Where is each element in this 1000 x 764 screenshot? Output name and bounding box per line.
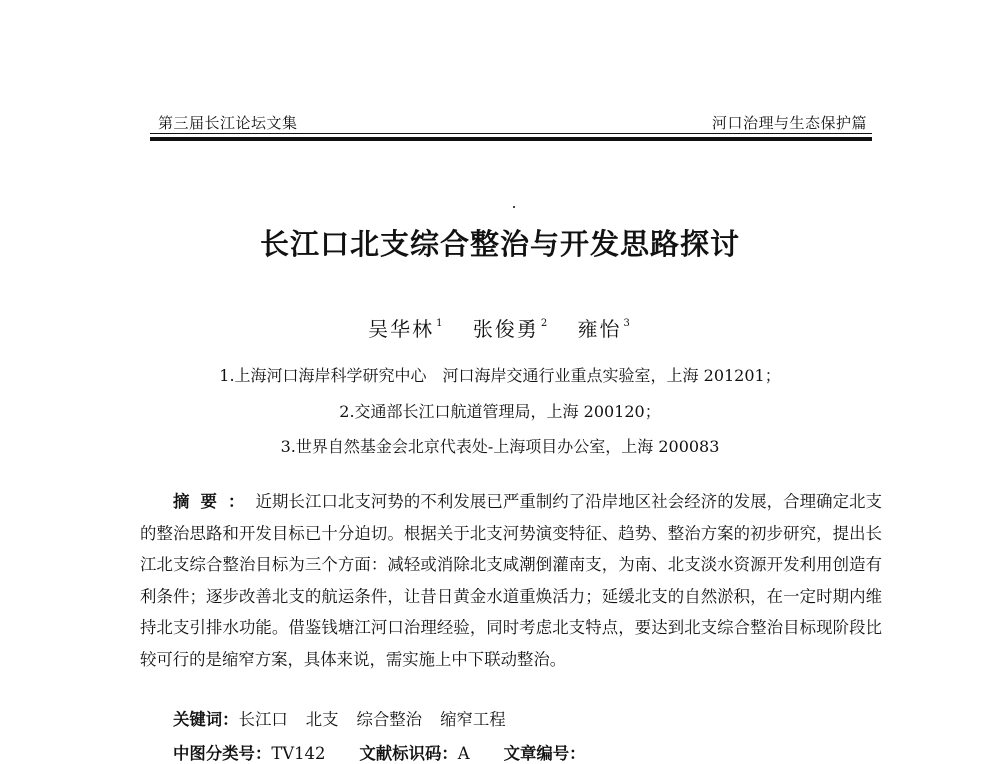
running-header-left: 第三届长江论坛文集 xyxy=(158,114,298,132)
author-3 xyxy=(578,313,632,342)
keyword: 长江口 xyxy=(238,710,288,729)
classification-line xyxy=(173,740,620,764)
affiliation-2: 2.交通部长江口航道管理局，上海 200120； xyxy=(339,402,661,421)
author-affiliation-mark: 3 xyxy=(623,318,632,329)
author-name: 吴华林 xyxy=(368,317,435,341)
clc-label: 中图分类号： xyxy=(173,744,272,763)
author-name: 雍怡 xyxy=(577,317,622,341)
scan-speck xyxy=(513,206,515,208)
affiliation-1: 1.上海河口海岸科学研究中心 河口海岸交通行业重点实验室，上海 201201； xyxy=(219,366,781,385)
keyword: 北支 xyxy=(305,710,339,729)
author-affiliation-mark: 2 xyxy=(540,318,550,329)
doc-code-label: 文献标识码： xyxy=(359,744,458,763)
abstract-label: 摘要： xyxy=(173,492,256,511)
abstract xyxy=(140,486,882,676)
keywords-label: 关键词： xyxy=(173,710,239,729)
author-affiliation-mark: 1 xyxy=(436,318,445,329)
article-number xyxy=(504,744,586,763)
doc-code-value: A xyxy=(457,744,470,763)
keyword: 缩窄工程 xyxy=(440,710,506,729)
author-name: 张俊勇 xyxy=(472,317,539,341)
author-1 xyxy=(368,313,444,342)
article-number-label: 文章编号： xyxy=(503,744,586,763)
author-list xyxy=(0,313,1000,342)
header-rule-thin xyxy=(150,133,872,134)
header-rule-thick xyxy=(150,137,872,141)
clc-value: TV142 xyxy=(271,744,326,763)
clc-number xyxy=(173,744,325,763)
paper-title: 长江口北支综合整治与开发思路探讨 xyxy=(259,227,740,261)
affiliation-3: 3.世界自然基金会北京代表处-上海项目办公室，上海 200083 xyxy=(280,437,720,456)
author-2 xyxy=(473,313,549,342)
keyword: 综合整治 xyxy=(356,710,423,729)
document-code xyxy=(359,744,469,763)
keywords xyxy=(173,706,524,730)
running-header-right: 河口治理与生态保护篇 xyxy=(711,114,867,132)
abstract-text: 近期长江口北支河势的不利发展已严重制约了沿岸地区社会经济的发展，合理确定北支的整治思路和开发目标已十分迫切。根据关于北支河势演变特征、趋势、整治方案的初步研究，提出长江北支综合整治目标为三个方面：减轻或消除北支咸潮倒灌南支，为南、北支淡水资源开发利用创造有利条件；逐步改善北支的航运条件，让昔日黄金水道重焕活力；延缓北支的自然淤积，在一定时期内维持北支引排水功能。借鉴钱塘江河口治理经验，同时考虑北支特点，要达到北支综合整治目标现阶段比较可行的是缩窄方案，具体来说，需实施上中下联动整治。 xyxy=(140,492,883,669)
